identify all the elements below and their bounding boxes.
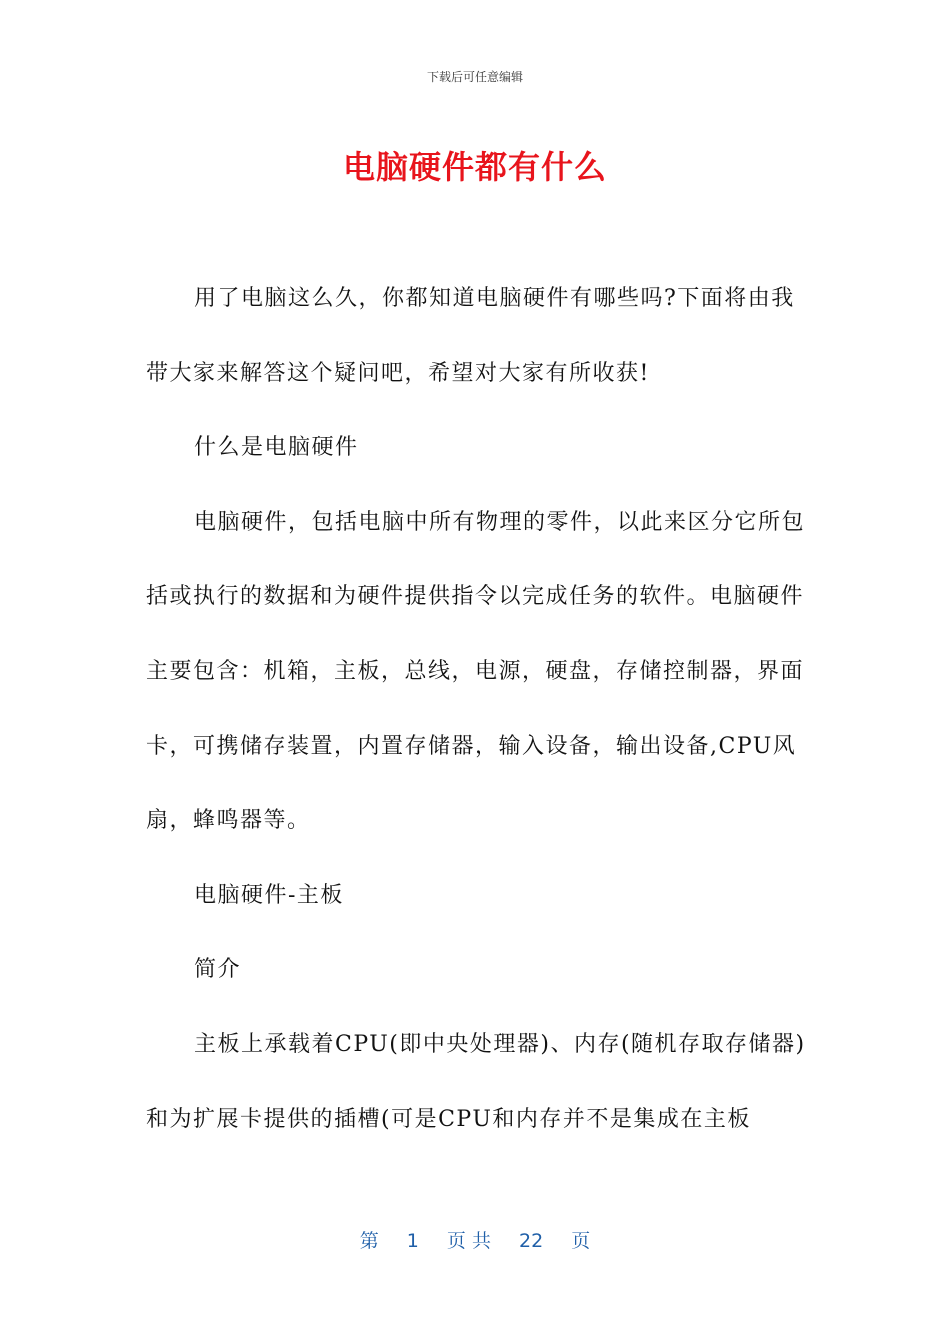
paragraph-hardware-definition: 电脑硬件，包括电脑中所有物理的零件，以此来区分它所包括或执行的数据和为硬件提供指令以完成任务的软件。电脑硬件主要包含：机箱，主板，总线，电源，硬盘，存储控制器，界面卡，可携储存装置，内置存储器，输入设备，输出设备,CPU风扇，蜂鸣器等。 — [146, 509, 806, 834]
footer-page-prefix: 第 — [359, 1230, 379, 1252]
document-title: 电脑硬件都有什么 — [342, 148, 607, 186]
document-body — [146, 262, 814, 1157]
paragraph-intro: 用了电脑这么久，你都知道电脑硬件有哪些吗?下面将由我带大家来解答这个疑问吧，希望对大家有所收获! — [146, 286, 795, 386]
page-footer — [0, 1226, 950, 1253]
footer-page-suffix: 页 — [571, 1230, 591, 1252]
paragraph-motherboard: 主板上承载着CPU(即中央处理器)、内存(随机存取存储器)和为扩展卡提供的插槽(可是CPU和内存并不是集成在主板 — [146, 1031, 806, 1132]
section-heading-intro: 简介 — [194, 957, 242, 983]
section-heading-what-is-hardware: 什么是电脑硬件 — [194, 435, 359, 461]
page-header: 下载后可任意编辑 — [426, 70, 523, 84]
footer-page-number: 1 — [406, 1230, 419, 1252]
section-heading-motherboard: 电脑硬件-主板 — [194, 882, 344, 908]
footer-page-mid: 页 共 — [446, 1230, 491, 1252]
footer-page-total: 22 — [519, 1230, 544, 1252]
